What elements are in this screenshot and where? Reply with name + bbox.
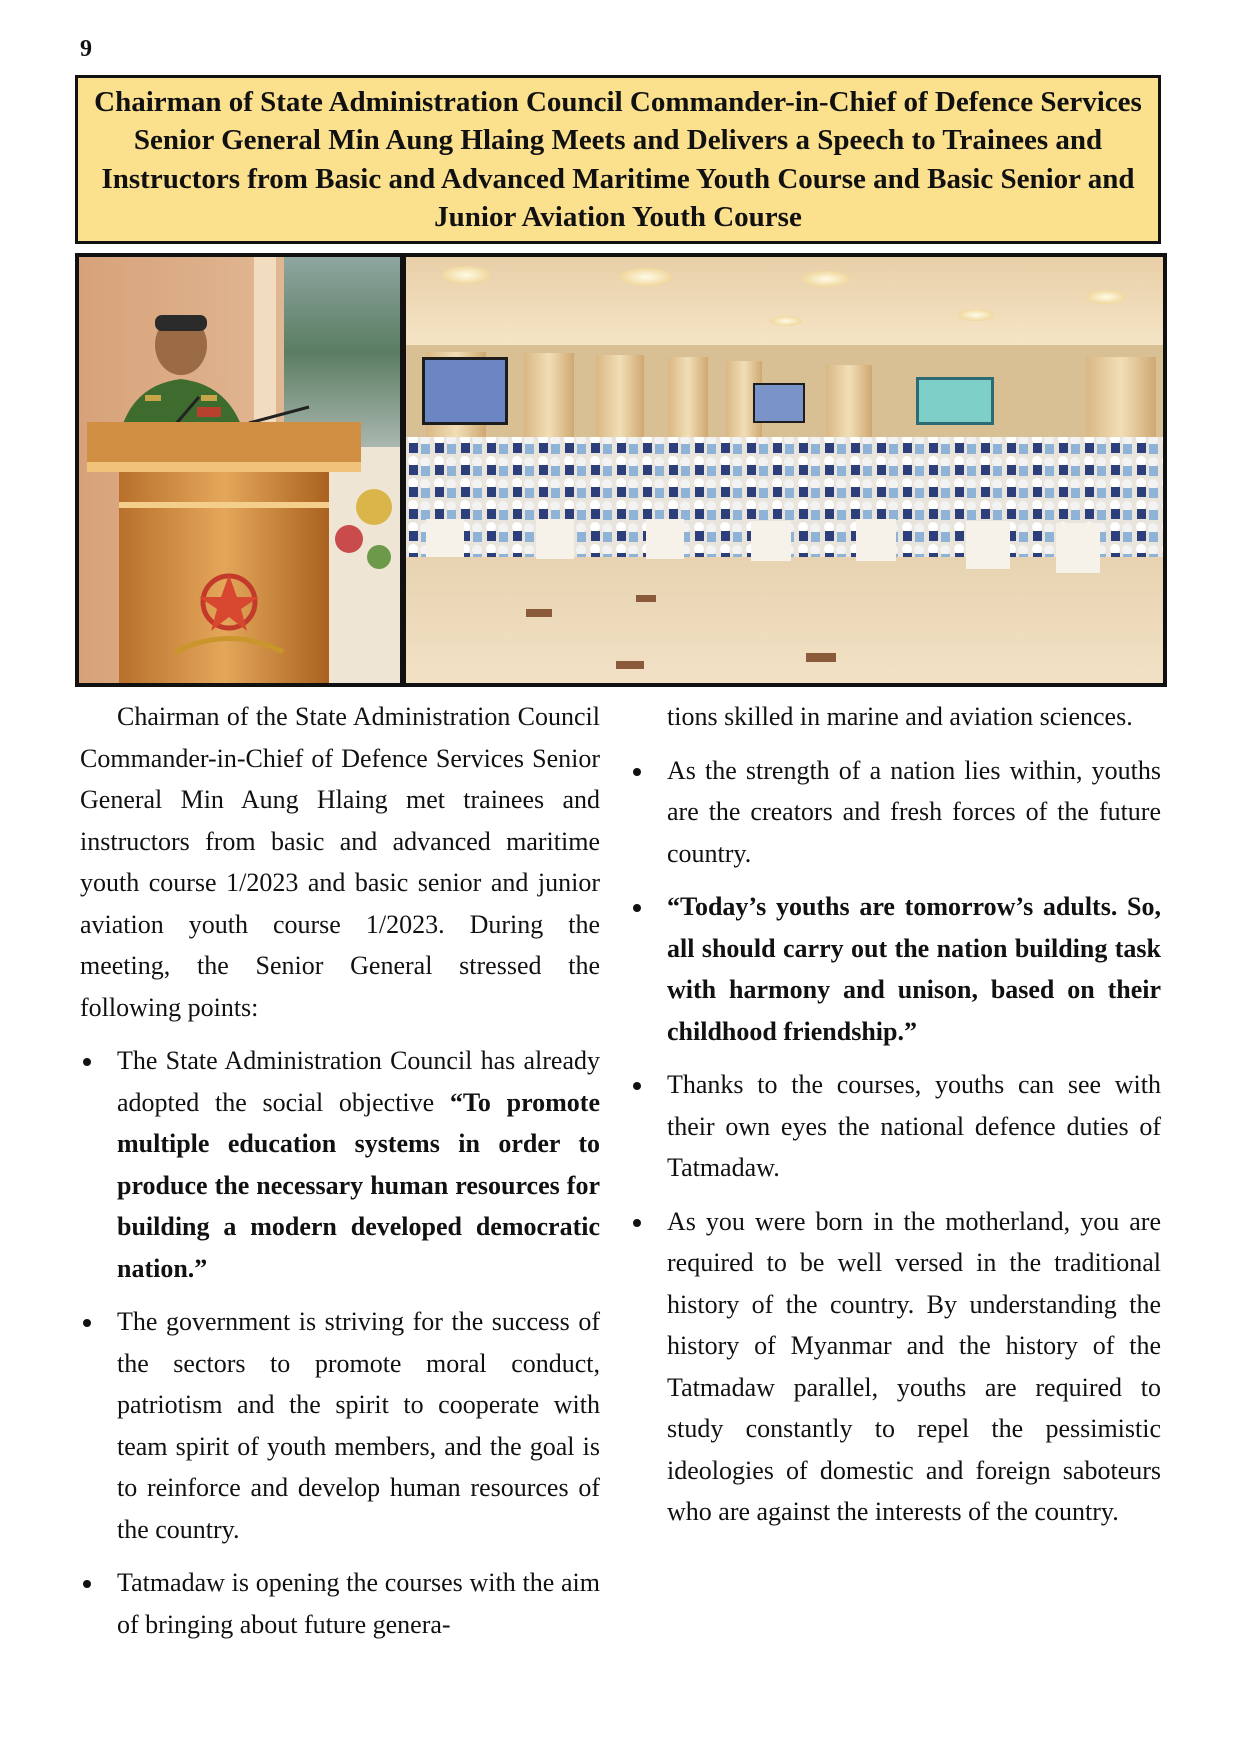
bullet-item bbox=[80, 1562, 600, 1645]
left-column bbox=[80, 696, 600, 1657]
bullet-icon bbox=[633, 768, 641, 776]
bullet-item bbox=[80, 1301, 600, 1550]
bullet-item bbox=[630, 1201, 1161, 1533]
bullet-continuation: tions skilled in marine and aviation sciences. bbox=[667, 702, 1133, 731]
bullet-item bbox=[630, 750, 1161, 875]
bullet-text: As the strength of a nation lies within, youths are the creators and fresh forces of the future country. bbox=[667, 755, 1161, 868]
bullet-icon bbox=[83, 1580, 91, 1588]
bullet-text: Thanks to the courses, youths can see with their own eyes the national defence duties of Tatmadaw. bbox=[667, 1070, 1161, 1182]
bullet-list-left bbox=[80, 1040, 600, 1645]
bullet-bold-quote: “To promote multiple education systems in order to produce the necessary human resources for building a modern developed democratic nation.” bbox=[117, 1087, 600, 1283]
bullet-icon bbox=[633, 1082, 641, 1090]
bullet-icon bbox=[633, 904, 641, 912]
headline-box bbox=[75, 75, 1161, 244]
bullet-item bbox=[80, 1040, 600, 1289]
banquet-hall-photo bbox=[406, 257, 1163, 683]
bullet-list-right bbox=[630, 750, 1161, 1533]
intro-paragraph: Chairman of the State Administration Council Commander-in-Chief of Defence Services Senior General Min Aung Hlaing met trainees and instructors from basic and advanced maritime youth course 1/2023 and basic senior and junior aviation youth course 1/2023. During the meeting, the Senior General stressed the following points: bbox=[80, 702, 600, 1022]
bullet-bold-quote: “Today’s youths are tomorrow’s adults. So, all should carry out the nation building task with harmony and unison, based on their childhood friendship.” bbox=[667, 892, 1161, 1046]
bullet-text: The State Administration Council has already adopted the social objective bbox=[117, 1046, 600, 1117]
bullet-icon bbox=[633, 1219, 641, 1227]
bullet-icon bbox=[83, 1319, 91, 1327]
bullet-icon bbox=[83, 1058, 91, 1066]
right-column bbox=[630, 696, 1161, 1545]
bullet-text: As you were born in the motherland, you are required to be well versed in the traditional history of the country. By understanding the history of Myanmar and the history of the Tatmadaw parallel, youths are required to study constantly to repel the pessimistic ideologies of domestic and foreign saboteurs who are against the interests of the country. bbox=[667, 1206, 1161, 1526]
page-number: 9 bbox=[80, 36, 92, 62]
headline: Chairman of State Administration Council Commander-in-Chief of Defence Services Senior General Min Aung Hlaing Meets and Delivers a Speech to Trainees and Instructors from Basic and Advanced Maritime Youth Course and Basic Senior and Junior Aviation Youth Course bbox=[94, 85, 1142, 233]
bullet-text: Tatmadaw is opening the courses with the aim of bringing about future genera- bbox=[117, 1568, 600, 1639]
bullet-item bbox=[630, 1064, 1161, 1189]
bullet-text: The government is striving for the success of the sectors to promote moral conduct, patriotism and the spirit to cooperate with team spirit of youth members, and the goal is to reinforce and develop human resources of the country. bbox=[117, 1307, 600, 1544]
bullet-item bbox=[630, 886, 1161, 1052]
speaker-photo bbox=[79, 257, 400, 683]
photo-frame bbox=[75, 253, 1167, 687]
